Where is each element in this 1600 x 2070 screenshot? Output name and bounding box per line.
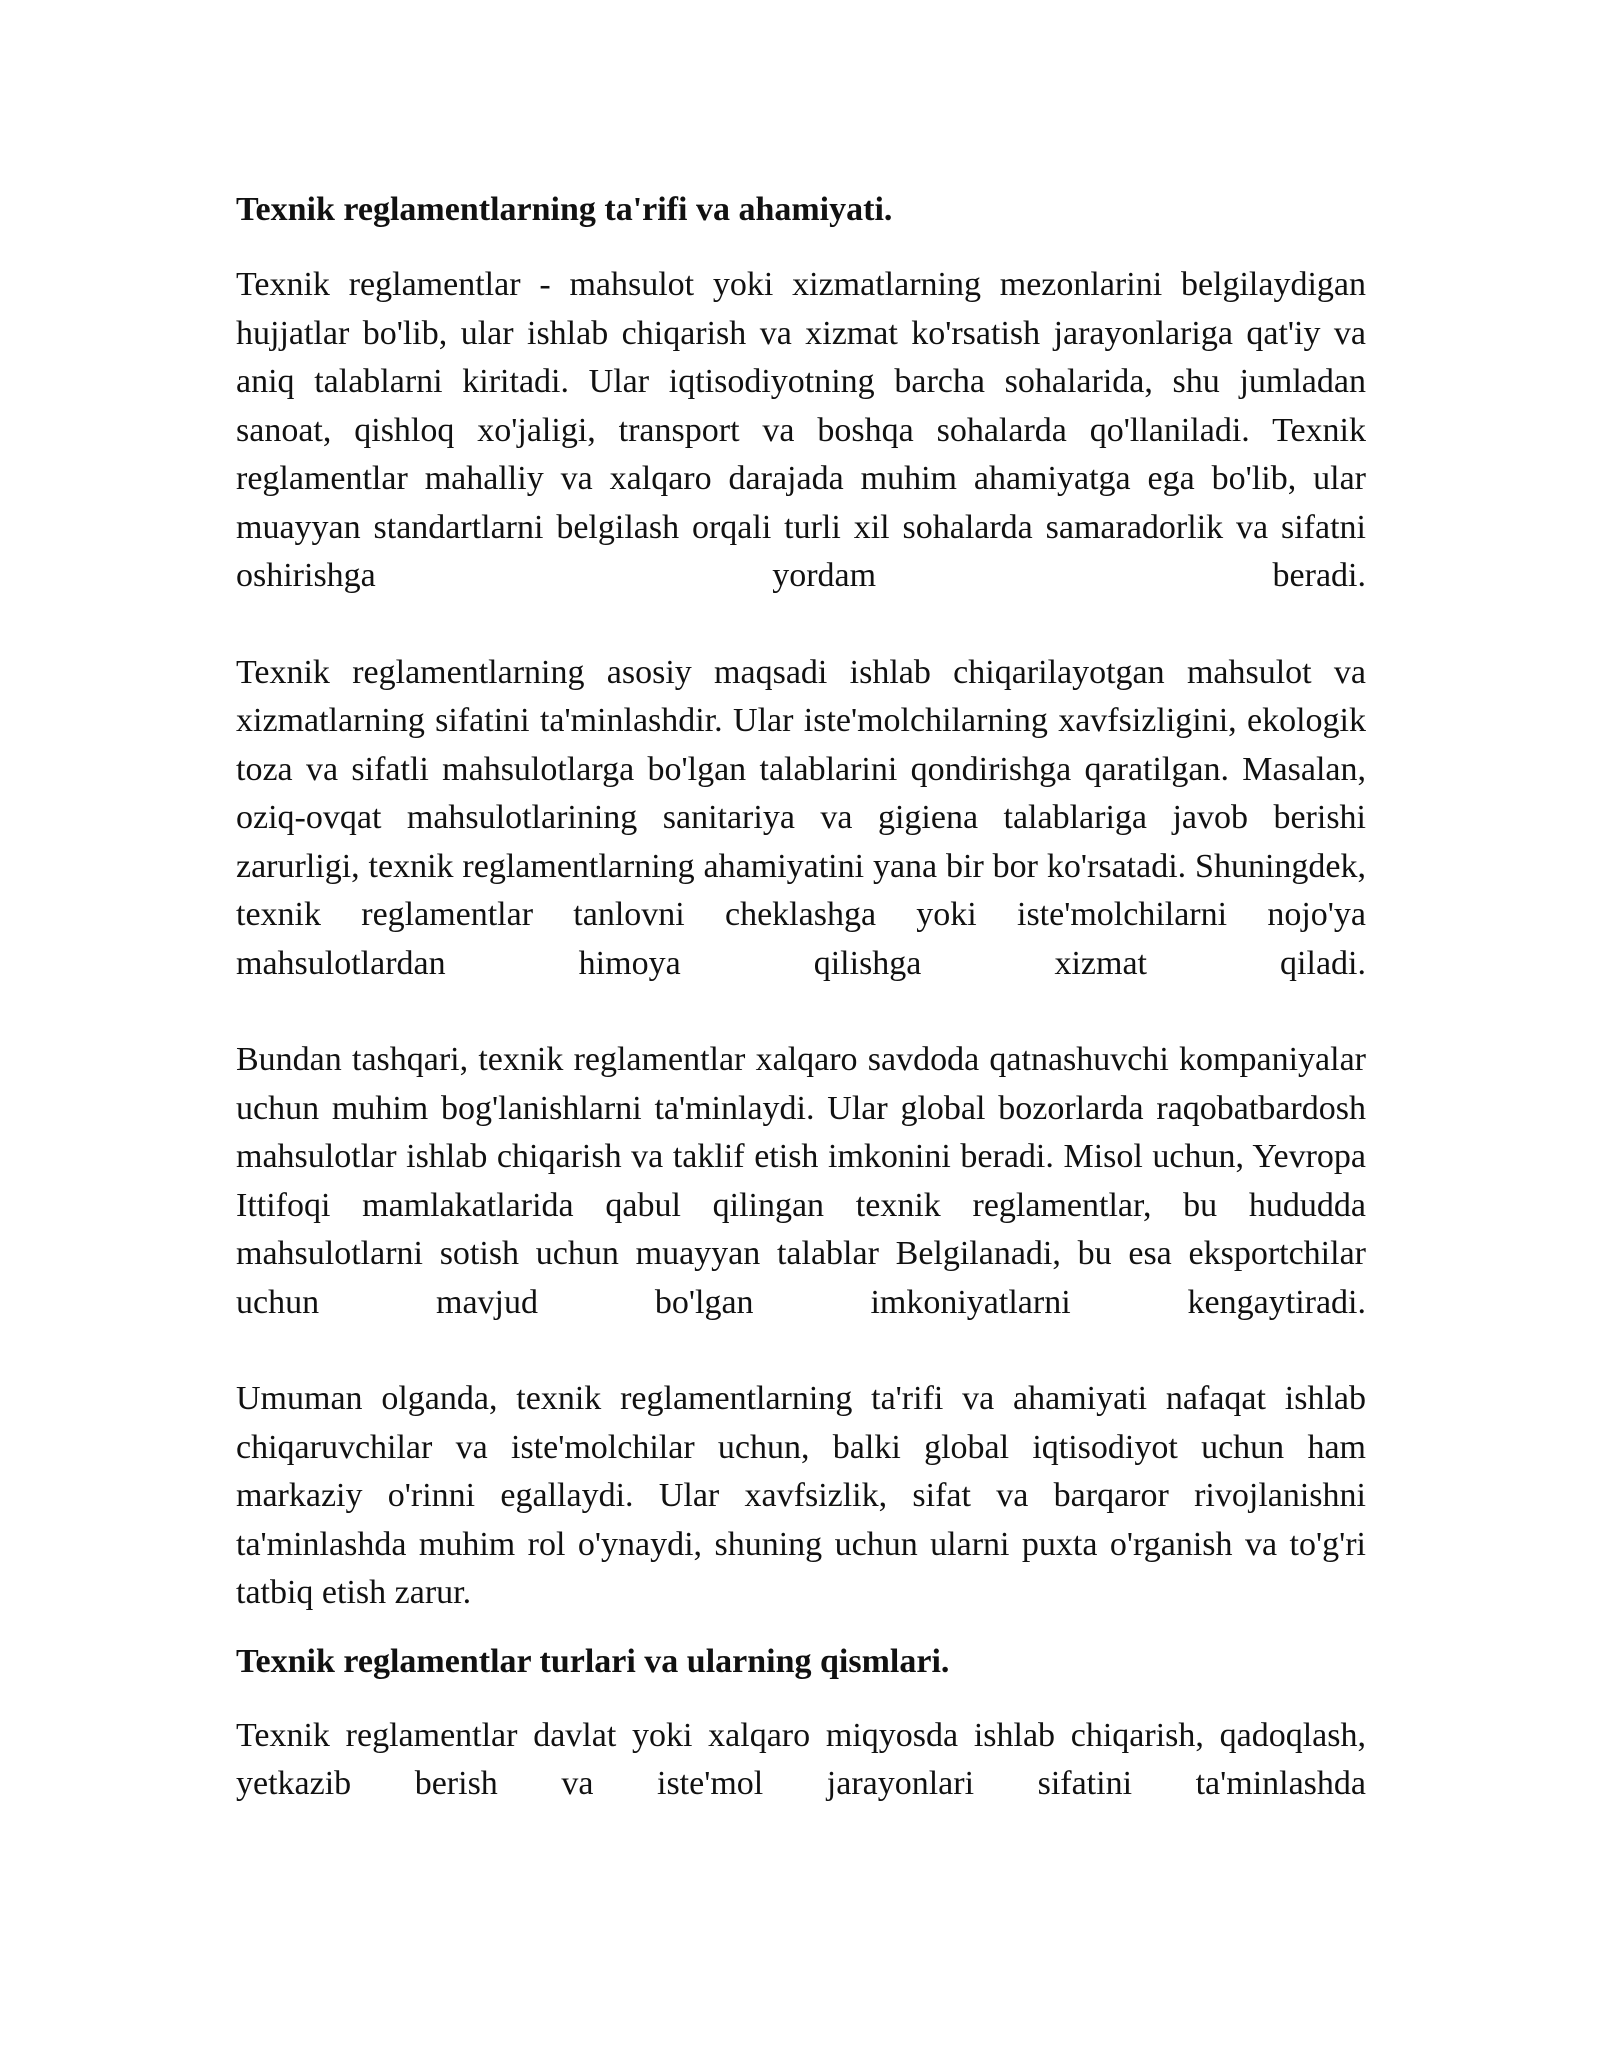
paragraph-definition: Texnik reglamentlar - mahsulot yoki xizmatlarning mezonlarini belgilaydigan hujjatlar bo'lib, ular ishlab chiqarish va xizmat ko'rsatish jarayonlariga qat'iy va aniq talablarni kiritadi. Ular iqtisodiyotning barcha sohalarida, shu jumladan sanoat, qishloq xo'jaligi, transport va boshqa sohalarda qo'llaniladi. Texnik reglamentlar mahalliy va xalqaro darajada muhim ahamiyatga ega bo'lib, ular muayyan standartlarni belgilash orqali turli xil sohalarda samaradorlik va sifatni oshirishga yordam beradi. xyxy=(236,266,1366,594)
paragraph-purpose: Texnik reglamentlarning asosiy maqsadi ishlab chiqarilayotgan mahsulot va xizmatlarning sifatini ta'minlashdir. Ular iste'molchilarning xavfsizligini, ekologik toza va sifatli mahsulotlarga bo'lgan talablarini qondirishga qaratilgan. Masalan, oziq-ovqat mahsulotlarining sanitariya va gigiena talablariga javob berishi zarurligi, texnik reglamentlarning ahamiyatini yana bir bor ko'rsatadi. Shuningdek, texnik reglamentlar tanlovni cheklashga yoki iste'molchilarni nojo'ya mahsulotlardan himoya qilishga xizmat qiladi. xyxy=(236,653,1366,982)
section-heading-types: Texnik reglamentlar turlari va ularning qismlari. xyxy=(236,1642,950,1680)
section-heading-definition: Texnik reglamentlarning ta'rifi va ahamiyati. xyxy=(236,191,893,228)
paragraph-international-trade: Bundan tashqari, texnik reglamentlar xalqaro savdoda qatnashuvchi kompaniyalar uchun muhim bog'lanishlarni ta'minlaydi. Ular global bozorlarda raqobatbardosh mahsulotlar ishlab chiqarish va taklif etish imkonini beradi. Misol uchun, Yevropa Ittifoqi mamlakatlarida qabul qilingan texnik reglamentlar, bu hududda mahsulotlarni sotish uchun muayyan talablar Belgilanadi, bu esa eksportchilar uchun mavjud bo'lgan imkoniyatlarni kengaytiradi. xyxy=(236,1041,1366,1321)
document-body xyxy=(236,186,1366,1809)
paragraph-types-intro: Texnik reglamentlar davlat yoki xalqaro miqyosda ishlab chiqarish, qadoqlash, yetkazib berish va iste'mol jarayonlari sifatini ta'minlashda xyxy=(236,1716,1366,1802)
paragraph-conclusion: Umuman olganda, texnik reglamentlarning ta'rifi va ahamiyati nafaqat ishlab chiqaruvchilar va iste'molchilar uchun, balki global iqtisodiyot uchun ham markaziy o'rinni egallaydi. Ular xavfsizlik, sifat va barqaror rivojlanishni ta'minlashda muhim rol o'ynaydi, shuning uchun ularni puxta o'rganish va to'g'ri tatbiq etish zarur. xyxy=(236,1380,1366,1611)
